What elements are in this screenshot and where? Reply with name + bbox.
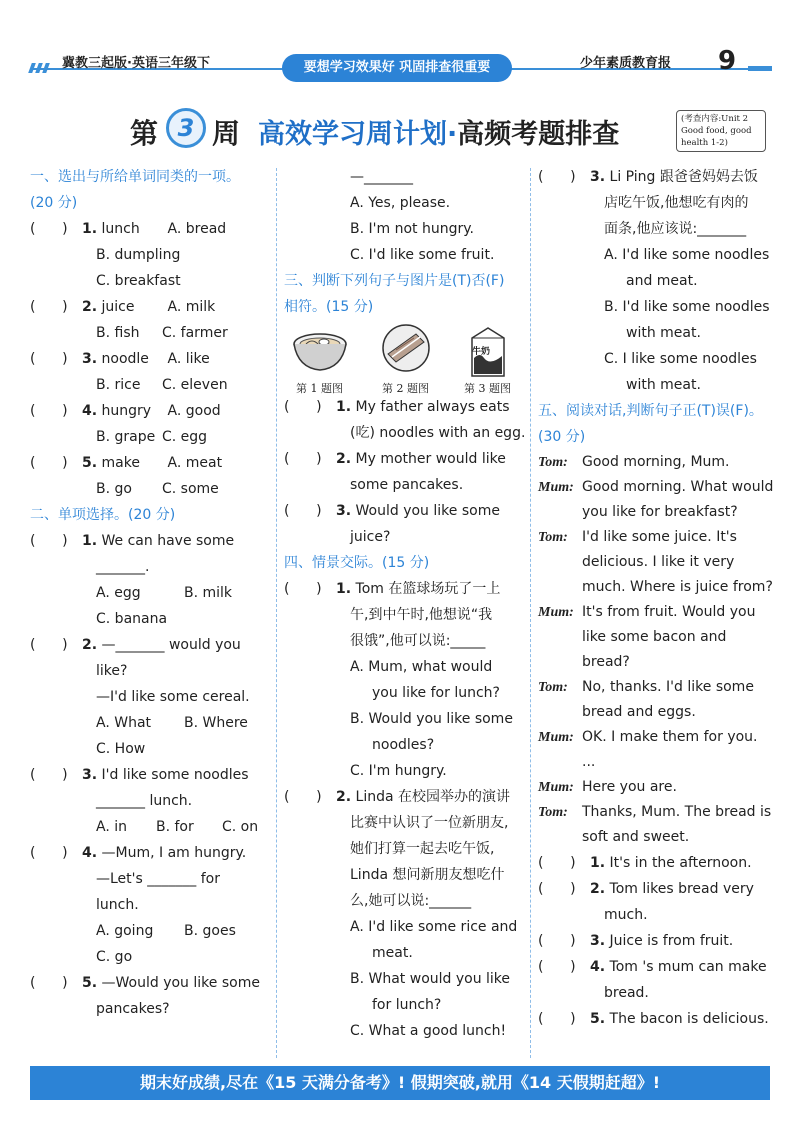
statement-text: Juice is from fruit.: [609, 933, 734, 949]
speaker-name: Tom:: [538, 680, 568, 695]
option-b: B. go: [96, 481, 132, 497]
dialogue-line: [538, 675, 778, 725]
s3-question-3: [284, 498, 524, 550]
question-text: —Would you like some: [101, 975, 260, 991]
question-number: 3.: [336, 503, 352, 519]
answer-blank[interactable]: ( ): [30, 975, 68, 991]
question-number: 4.: [590, 959, 606, 975]
s5-judge-2: [538, 876, 778, 928]
title-main-blue: 高效学习周计划·: [258, 119, 458, 150]
question-text: 她们打算一起去吃午饭,: [350, 841, 495, 857]
option-b: B. grape: [96, 429, 156, 445]
question-text: My mother would like: [355, 451, 506, 467]
s4-question-1: [284, 576, 524, 784]
option-c: C. I like some noodles: [604, 351, 757, 367]
answer-blank[interactable]: ( ): [30, 221, 68, 237]
question-number: 3.: [590, 933, 606, 949]
statement-text: much.: [604, 907, 648, 923]
question-text: —_______ would you: [101, 637, 241, 653]
s1-question: [30, 346, 270, 398]
question-number: 2.: [82, 637, 98, 653]
option-b-cont: for lunch?: [372, 997, 442, 1013]
answer-blank[interactable]: ( ): [538, 933, 576, 949]
option-a: A. like: [167, 351, 210, 367]
question-text: like?: [96, 663, 128, 679]
s2-question-2: [30, 632, 270, 762]
question-number: 1.: [336, 581, 352, 597]
option-c: C. I'm hungry.: [350, 763, 447, 779]
section-3-pictures: [284, 324, 524, 394]
slogan-banner: 要想学习效果好 巩固排查很重要: [282, 54, 512, 82]
column-2: [284, 164, 524, 1044]
s1-question: [30, 294, 270, 346]
question-text: Tom 在篮球场玩了一上: [355, 581, 501, 597]
answer-blank[interactable]: ( ): [284, 451, 322, 467]
option-c-cont: with meat.: [626, 377, 701, 393]
dialogue-text: Good morning. What would you like for breakfast?: [582, 479, 774, 520]
answer-blank[interactable]: ( ): [30, 299, 68, 315]
question-text: I'd like some noodles: [101, 767, 249, 783]
newspaper-name: 少年素质教育报: [580, 56, 672, 71]
option-b: B. rice: [96, 377, 141, 393]
s1-question: [30, 216, 270, 294]
option-a: A. bread: [167, 221, 227, 237]
statement-text: It's in the afternoon.: [609, 855, 752, 871]
footer-banner: 期末好成绩,尽在《15 天满分备考》! 假期突破,就用《14 天假期赶超》!: [30, 1066, 770, 1100]
bacon-plate-icon: [376, 324, 436, 374]
given-word: juice: [101, 299, 135, 315]
option-b: B. I'd like some noodles: [604, 299, 770, 315]
question-text: 面条,他应该说:_______: [604, 221, 747, 237]
question-number: 2.: [336, 789, 352, 805]
column-divider: [530, 168, 531, 1058]
answer-blank[interactable]: ( ): [30, 455, 68, 471]
option-a: A. in: [96, 819, 127, 835]
option-c: C. I'd like some fruit.: [350, 247, 495, 263]
picture-caption: 第 3 题图: [464, 382, 511, 395]
statement-text: Tom likes bread very: [609, 881, 754, 897]
question-text: 午,到中午时,他想说“我: [350, 607, 493, 623]
option-b: B. Where: [184, 715, 248, 731]
question-text: —Mum, I am hungry.: [101, 845, 247, 861]
s2-question-4: [30, 840, 270, 970]
s4-question-2: [284, 784, 524, 1044]
option-b: B. fish: [96, 325, 140, 341]
dialogue-line: [538, 475, 778, 525]
question-number: 1.: [82, 221, 98, 237]
answer-blank[interactable]: ( ): [284, 789, 322, 805]
answer-blank[interactable]: ( ): [30, 351, 68, 367]
option-b: B. for: [156, 819, 194, 835]
question-text: 比赛中认识了一位新朋友,: [350, 815, 509, 831]
speaker-name: Tom:: [538, 455, 568, 470]
option-c: C. egg: [162, 429, 208, 445]
dialogue-text: No, thanks. I'd like some bread and eggs.: [582, 679, 754, 720]
dialogue-ellipsis: [538, 750, 778, 775]
dialogue-line: [538, 450, 778, 475]
question-number: 2.: [590, 881, 606, 897]
column-1: [30, 164, 270, 1022]
dialogue-line: [538, 525, 778, 600]
dialogue-text: Good morning, Mum.: [582, 454, 730, 470]
answer-blank[interactable]: ( ): [538, 1011, 576, 1027]
milk-carton-label: 牛奶: [472, 347, 491, 357]
noodle-bowl-icon: [292, 324, 348, 374]
section-4-heading: 四、情景交际。(15 分): [284, 555, 430, 571]
option-c: C. farmer: [162, 325, 228, 341]
question-number: 1.: [336, 399, 352, 415]
answer-blank[interactable]: ( ): [284, 503, 322, 519]
given-word: make: [101, 455, 140, 471]
question-number: 5.: [82, 975, 98, 991]
statement-text: bread.: [604, 985, 649, 1001]
column-3: [538, 164, 778, 1032]
answer-blank[interactable]: ( ): [538, 881, 576, 897]
s2-question-1: [30, 528, 270, 632]
option-a: A. meat: [167, 455, 223, 471]
dialogue: [538, 450, 778, 850]
answer-blank[interactable]: ( ): [30, 637, 68, 653]
question-text: We can have some: [101, 533, 235, 549]
option-c: C. breakfast: [96, 273, 181, 289]
option-a: A. I'd like some noodles: [604, 247, 770, 263]
s4-question-3: [538, 164, 778, 398]
dialogue-text: OK. I make them for you.: [582, 729, 758, 745]
question-number: 5.: [82, 455, 98, 471]
question-text: _______.: [96, 559, 150, 575]
option-b: B. What would you like: [350, 971, 511, 987]
page-header: [0, 40, 800, 80]
question-number: 5.: [590, 1011, 606, 1027]
column-divider: [276, 168, 277, 1058]
s3-question-2: [284, 446, 524, 498]
question-text: Linda 在校园举办的演讲: [355, 789, 510, 805]
question-text: Li Ping 跟爸爸妈妈去饭: [609, 169, 758, 185]
option-a: A. Mum, what would: [350, 659, 493, 675]
question-number: 1.: [82, 533, 98, 549]
option-a-cont: you like for lunch?: [372, 685, 500, 701]
speaker-name: Mum:: [538, 605, 574, 620]
s3-question-1: [284, 394, 524, 446]
option-c: C. some: [162, 481, 219, 497]
given-word: noodle: [101, 351, 149, 367]
question-text: 很饿”,他可以说:_____: [350, 633, 486, 649]
title-di: 第: [130, 117, 159, 150]
option-b: B. goes: [184, 923, 236, 939]
question-number: 2.: [82, 299, 98, 315]
option-b: B. milk: [184, 585, 233, 601]
statement-text: Tom 's mum can make: [609, 959, 767, 975]
option-a-cont: meat.: [372, 945, 413, 961]
s1-question: [30, 450, 270, 502]
question-text: —_______: [350, 169, 413, 185]
question-text: juice?: [350, 529, 391, 545]
s2-question-3: [30, 762, 270, 840]
question-text: Linda 想问新朋友想吃什: [350, 867, 505, 883]
answer-blank[interactable]: ( ): [538, 855, 576, 871]
option-a: A. Yes, please.: [350, 195, 451, 211]
option-a-cont: and meat.: [626, 273, 698, 289]
section-1-heading: 一、选出与所给单词同类的一项。: [30, 169, 240, 185]
option-a: A. egg: [96, 585, 141, 601]
dialogue-text: It's from fruit. Would you like some bacon and bread?: [582, 604, 756, 670]
option-c: C. eleven: [162, 377, 228, 393]
edition-label: 冀教三起版·英语三年级下: [62, 56, 210, 71]
question-number: 1.: [590, 855, 606, 871]
dialogue-line: [538, 725, 778, 750]
question-text: _______ lunch.: [96, 793, 193, 809]
dialogue-text: Here you are.: [582, 779, 677, 795]
option-b-cont: with meat.: [626, 325, 701, 341]
question-text: lunch.: [96, 897, 139, 913]
given-word: hungry: [101, 403, 152, 419]
speaker-name: Tom:: [538, 530, 568, 545]
option-c: C. How: [96, 741, 146, 757]
option-b: B. dumpling: [96, 247, 181, 263]
answer-blank[interactable]: ( ): [30, 845, 68, 861]
section-2-heading: 二、单项选择。(20 分): [30, 507, 176, 523]
option-a: A. I'd like some rice and: [350, 919, 518, 935]
given-word: lunch: [101, 221, 140, 237]
title-main-black: 高频考题排查: [457, 119, 620, 150]
option-b-cont: noodles?: [372, 737, 435, 753]
title-main: [258, 112, 619, 151]
question-text: pancakes?: [96, 1001, 170, 1017]
statement-text: The bacon is delicious.: [609, 1011, 769, 1027]
question-number: 4.: [82, 845, 98, 861]
s5-judge-4: [538, 954, 778, 1006]
section-1-score: (20 分): [30, 195, 78, 211]
dialogue-text: Thanks, Mum. The bread is soft and sweet.: [582, 804, 772, 845]
question-text: 么,她可以说:______: [350, 893, 472, 909]
answer-blank[interactable]: ( ): [30, 403, 68, 419]
speaker-name: Mum:: [538, 480, 574, 495]
s5-judge-1: [538, 850, 778, 876]
option-b: B. Would you like some: [350, 711, 513, 727]
s2-question-5: [30, 970, 270, 1022]
question-text: My father always eats: [355, 399, 510, 415]
page-number-bar: [748, 66, 772, 71]
answer-blank[interactable]: ( ): [284, 399, 322, 415]
option-c: C. What a good lunch!: [350, 1023, 507, 1039]
dialogue-line: [538, 775, 778, 800]
section-3-heading: 三、判断下列句子与图片是(T)否(F): [284, 273, 505, 289]
question-text: —I'd like some cereal.: [96, 689, 250, 705]
option-c: C. go: [96, 949, 133, 965]
answer-blank[interactable]: ( ): [538, 959, 576, 975]
answer-blank[interactable]: ( ): [284, 581, 322, 597]
question-text: (吃) noodles with an egg.: [350, 425, 526, 441]
s5-judge-3: [538, 928, 778, 954]
question-number: 3.: [82, 351, 98, 367]
question-number: 3.: [82, 767, 98, 783]
s5-judge-5: [538, 1006, 778, 1032]
section-5-heading: 五、阅读对话,判断句子正(T)误(F)。: [538, 403, 763, 419]
option-b: B. I'm not hungry.: [350, 221, 474, 237]
section-3-heading-cont: 相符。(15 分): [284, 299, 374, 315]
option-c: C. banana: [96, 611, 168, 627]
dialogue-text: ...: [582, 754, 596, 770]
section-5-score: (30 分): [538, 429, 586, 445]
question-text: —Let's _______ for: [96, 871, 220, 887]
title-zhou: 周: [212, 117, 241, 150]
question-number: 3.: [590, 169, 606, 185]
speaker-name: Mum:: [538, 780, 574, 795]
option-a: A. going: [96, 923, 154, 939]
dialogue-text: I'd like some juice. It's delicious. I like it very much. Where is juice from?: [582, 529, 773, 595]
option-a: A. What: [96, 715, 152, 731]
option-c: C. on: [222, 819, 259, 835]
answer-blank[interactable]: ( ): [30, 767, 68, 783]
option-a: A. good: [167, 403, 221, 419]
page-number: 9: [718, 46, 737, 76]
picture-caption: 第 2 题图: [382, 382, 429, 395]
week-number-badge: 3: [166, 108, 206, 148]
question-number: 2.: [336, 451, 352, 467]
question-text: some pancakes.: [350, 477, 464, 493]
answer-blank[interactable]: ( ): [30, 533, 68, 549]
dialogue-line: [538, 800, 778, 850]
option-a: A. milk: [167, 299, 216, 315]
answer-blank[interactable]: ( ): [538, 169, 576, 185]
s2-question-5-cont: [284, 164, 524, 268]
speaker-name: Mum:: [538, 730, 574, 745]
speaker-name: Tom:: [538, 805, 568, 820]
dialogue-line: [538, 600, 778, 675]
question-text: Would you like some: [355, 503, 500, 519]
picture-caption: 第 1 题图: [296, 382, 343, 395]
question-text: 店吃午饭,他想吃有肉的: [604, 195, 749, 211]
question-number: 4.: [82, 403, 98, 419]
s1-question: [30, 398, 270, 450]
exam-scope-note: (考查内容:Unit 2 Good food, good health 1-2): [676, 110, 766, 152]
